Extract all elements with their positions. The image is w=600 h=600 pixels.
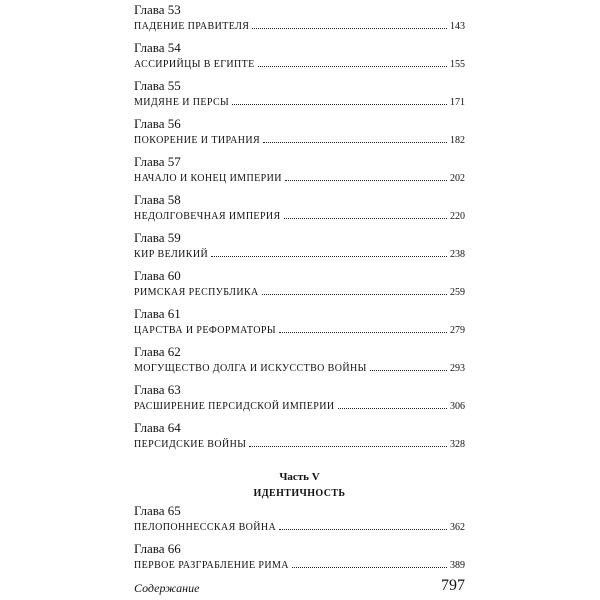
chapter-page-number: 293 [450, 363, 465, 374]
chapter-page-number: 238 [450, 249, 465, 260]
page-footer [134, 577, 465, 597]
chapter-title-line [134, 521, 465, 534]
chapter-title-line [134, 248, 465, 261]
toc-entry [134, 266, 465, 304]
chapter-page-number: 143 [450, 21, 465, 32]
chapter-title-line [134, 96, 465, 109]
dot-leader [285, 180, 447, 181]
chapter-page-number: 259 [450, 287, 465, 298]
toc-entry [134, 501, 465, 539]
dot-leader [279, 332, 447, 333]
chapter-label: Глава 65 [134, 503, 181, 518]
chapter-title: ПАДЕНИЕ ПРАВИТЕЛЯ [134, 21, 250, 32]
chapter-title-line [134, 559, 465, 572]
chapter-title: АССИРИЙЦЫ В ЕГИПТЕ [134, 59, 255, 70]
chapter-title-line [134, 438, 465, 451]
chapter-title-line [134, 58, 465, 71]
toc-entry [134, 380, 465, 418]
chapter-page-number: 220 [450, 211, 465, 222]
chapter-title: РАСШИРЕНИЕ ПЕРСИДСКОЙ ИМПЕРИИ [134, 401, 335, 412]
dot-leader [292, 567, 447, 568]
chapter-title-line [134, 210, 465, 223]
table-of-contents [134, 0, 465, 577]
chapter-title-line [134, 400, 465, 413]
chapter-page-number: 182 [450, 135, 465, 146]
dot-leader [249, 446, 447, 447]
part-title: ИДЕНТИЧНОСТЬ [253, 488, 346, 499]
dot-leader [252, 28, 447, 29]
dot-leader [232, 104, 447, 105]
dot-leader [211, 256, 447, 257]
chapter-title-line [134, 286, 465, 299]
chapter-label: Глава 56 [134, 116, 181, 131]
toc-entry [134, 114, 465, 152]
chapter-title: НАЧАЛО И КОНЕЦ ИМПЕРИИ [134, 173, 282, 184]
toc-entry [134, 304, 465, 342]
chapter-title: ЦАРСТВА И РЕФОРМАТОРЫ [134, 325, 276, 336]
chapter-title: ПОКОРЕНИЕ И ТИРАНИЯ [134, 135, 261, 146]
toc-entry [134, 418, 465, 456]
chapter-title: НЕДОЛГОВЕЧНАЯ ИМПЕРИЯ [134, 211, 281, 222]
chapter-title-line [134, 362, 465, 375]
chapter-title: РИМСКАЯ РЕСПУБЛИКА [134, 287, 259, 298]
chapter-title-line [134, 20, 465, 33]
toc-entry [134, 190, 465, 228]
toc-entry [134, 152, 465, 190]
dot-leader [263, 142, 447, 143]
dot-leader [284, 218, 447, 219]
chapter-label: Глава 60 [134, 268, 181, 283]
chapter-page-number: 328 [450, 439, 465, 450]
chapter-title: ПЕЛОПОННЕССКАЯ ВОЙНА [134, 522, 277, 533]
chapter-title-line [134, 324, 465, 337]
dot-leader [370, 370, 447, 371]
footer-section-title: Содержание [134, 581, 200, 595]
footer-page-number: 797 [441, 577, 465, 594]
chapter-title: МОГУЩЕСТВО ДОЛГА И ИСКУССТВО ВОЙНЫ [134, 363, 367, 374]
dot-leader [258, 66, 447, 67]
chapter-page-number: 389 [450, 560, 465, 571]
chapter-label: Глава 59 [134, 230, 181, 245]
chapter-label: Глава 53 [134, 2, 181, 17]
chapter-title-line [134, 134, 465, 147]
chapter-label: Глава 62 [134, 344, 181, 359]
chapter-title: ПЕРСИДСКИЕ ВОЙНЫ [134, 439, 247, 450]
toc-entry [134, 539, 465, 577]
chapter-label: Глава 61 [134, 306, 181, 321]
chapter-page-number: 362 [450, 522, 465, 533]
chapter-page-number: 202 [450, 173, 465, 184]
chapter-page-number: 155 [450, 59, 465, 70]
dot-leader [338, 408, 447, 409]
chapter-label: Глава 64 [134, 420, 181, 435]
chapter-title: ПЕРВОЕ РАЗГРАБЛЕНИЕ РИМА [134, 560, 289, 571]
dot-leader [262, 294, 447, 295]
dot-leader [279, 529, 447, 530]
toc-entry [134, 38, 465, 76]
toc-entry [134, 342, 465, 380]
chapter-label: Глава 63 [134, 382, 181, 397]
chapter-title-line [134, 172, 465, 185]
chapter-page-number: 306 [450, 401, 465, 412]
part-heading [134, 471, 465, 501]
chapter-title: КИР ВЕЛИКИЙ [134, 249, 209, 260]
toc-entry [134, 0, 465, 38]
chapter-title: МИДЯНЕ И ПЕРСЫ [134, 97, 230, 108]
chapter-list-after [134, 501, 465, 577]
chapter-page-number: 171 [450, 97, 465, 108]
toc-entry [134, 228, 465, 266]
chapter-label: Глава 66 [134, 541, 181, 556]
toc-entry [134, 76, 465, 114]
chapter-label: Глава 54 [134, 40, 181, 55]
chapter-list-before [134, 0, 465, 456]
chapter-label: Глава 55 [134, 78, 181, 93]
chapter-page-number: 279 [450, 325, 465, 336]
chapter-label: Глава 57 [134, 154, 181, 169]
chapter-label: Глава 58 [134, 192, 181, 207]
part-label: Часть V [279, 471, 320, 483]
